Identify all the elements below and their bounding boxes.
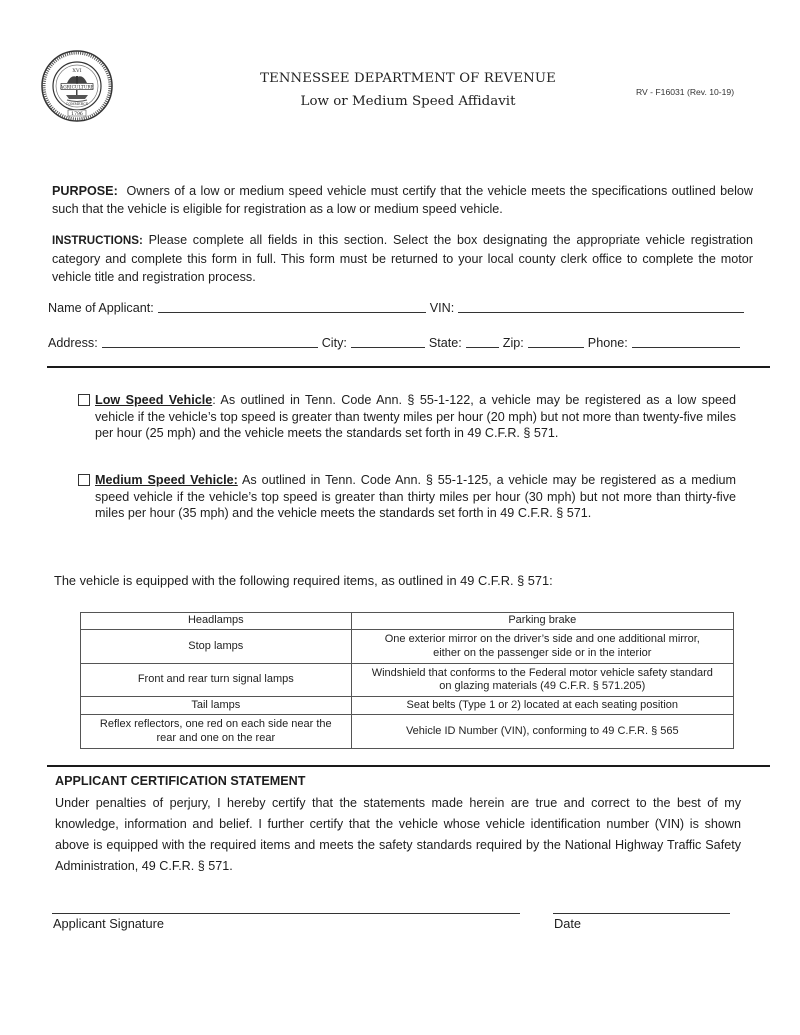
zip-label: Zip: — [502, 336, 524, 350]
section-divider — [47, 366, 770, 368]
applicant-name-field[interactable] — [158, 312, 426, 313]
phone-label: Phone: — [587, 336, 628, 350]
vin-label: VIN: — [429, 301, 455, 315]
table-cell: Vehicle ID Number (VIN), conforming to 49 C.F.R. § 565 — [351, 715, 733, 749]
zip-field[interactable] — [528, 347, 584, 348]
medium-speed-description: As outlined in Tenn. Code Ann. § 55-1-125, a vehicle may be registered as a medium speed vehicle if the vehicle’s top speed is greater than thirty miles per hour (30 mph) but not more than thirty-five miles per hour (35 mph) and the vehicle meets the standards set forth in 49 C.F.R. § 571. — [95, 473, 736, 520]
instructions-paragraph — [52, 231, 753, 286]
agency-title: TENNESSEE DEPARTMENT OF REVENUE — [260, 71, 556, 86]
address-label: Address: — [48, 336, 98, 350]
section-divider — [47, 765, 770, 767]
phone-field[interactable] — [632, 347, 740, 348]
address-row — [48, 336, 758, 350]
certification-title: APPLICANT CERTIFICATION STATEMENT — [55, 774, 306, 788]
instructions-text: Please complete all fields in this section. Select the box designating the appropriate vehicle registration category and complete this form in full. This form must be returned to your local county clerk office to complete the motor vehicle title and registration process. — [52, 233, 754, 284]
table-cell: Windshield that conforms to the Federal motor vehicle safety standard on glazing materials (49 C.F.R. § 571.205) — [351, 664, 733, 697]
applicant-signature-field[interactable] — [52, 913, 520, 914]
state-label: State: — [428, 336, 462, 350]
option-low-speed-vehicle: Low Speed Vehicle: As outlined in Tenn. Code Ann. § 55-1-122, a vehicle may be registered as a low speed vehicle if the vehicle’s top speed is greater than twenty miles per hour (20 mph) but not more than twenty-five miles per hour (25 mph) and the vehicle meets the standards set forth in 49 C.F.R. § 571. — [78, 392, 736, 442]
equipment-table — [80, 612, 734, 749]
applicant-signature-label: Applicant Signature — [53, 916, 164, 931]
certification-text: Under penalties of perjury, I hereby certify that the statements made herein are true and correct to the best of my knowledge, information and belief. I further certify that the vehicle whose vehicle identification number (VIN) is shown above is equipped with the required items and meets the safety standards required by the National Highway Traffic Safety Administration, 49 C.F.R. § 571. — [55, 796, 741, 873]
city-field[interactable] — [351, 347, 425, 348]
table-cell: Tail lamps — [81, 697, 352, 715]
low-speed-description: As outlined in Tenn. Code Ann. § 55-1-122, a vehicle may be registered as a low speed vehicle if the vehicle’s top speed is greater than twenty miles per hour (20 mph) but not more than twenty-five miles per hour (25 mph) and the vehicle meets the standards set forth in 49 C.F.R. § 571. — [95, 393, 736, 440]
low-speed-label: Low Speed Vehicle — [95, 393, 213, 407]
option-medium-speed-vehicle — [78, 472, 736, 522]
svg-text:COMMERCE: COMMERCE — [65, 102, 89, 106]
purpose-text: Owners of a low or medium speed vehicle must certify that the vehicle meets the specifications outlined below such that the vehicle is eligible for registration as a low or medium speed vehicle. — [52, 184, 754, 216]
form-number: RV - F16031 (Rev. 10-19) — [636, 87, 735, 97]
table-row — [81, 715, 734, 749]
svg-text:1796: 1796 — [71, 112, 83, 117]
table-cell: Stop lamps — [81, 630, 352, 664]
table-row — [81, 613, 734, 630]
svg-text:XVI: XVI — [72, 68, 82, 74]
table-row — [81, 630, 734, 664]
equipment-intro: The vehicle is equipped with the following required items, as outlined in 49 C.F.R. § 571: — [54, 573, 553, 588]
svg-text:AGRICULTURE: AGRICULTURE — [60, 85, 94, 91]
instructions-label: INSTRUCTIONS: — [52, 234, 143, 247]
table-cell: Parking brake — [351, 613, 733, 630]
table-row — [81, 697, 734, 715]
purpose-label: PURPOSE — [52, 184, 114, 198]
applicant-name-label: Name of Applicant: — [48, 301, 154, 315]
date-field[interactable] — [553, 913, 730, 914]
city-label: City: — [321, 336, 347, 350]
table-row — [81, 664, 734, 697]
applicant-name-vin-row — [48, 301, 758, 315]
medium-speed-checkbox[interactable] — [78, 474, 90, 486]
address-field[interactable] — [102, 347, 318, 348]
table-cell: Front and rear turn signal lamps — [81, 664, 352, 697]
table-cell: Reflex reflectors, one red on each side near the rear and one on the rear — [81, 715, 352, 749]
vin-field[interactable] — [458, 312, 744, 313]
state-field[interactable] — [466, 347, 499, 348]
low-speed-checkbox[interactable] — [78, 394, 90, 406]
table-cell: One exterior mirror on the driver’s side and one additional mirror, either on the passenger side or in the interior — [351, 630, 733, 664]
table-cell: Headlamps — [81, 613, 352, 630]
form-title: Low or Medium Speed Affidavit — [300, 94, 516, 109]
medium-speed-label: Medium Speed Vehicle: — [95, 473, 238, 487]
tennessee-seal-icon — [41, 50, 113, 122]
purpose-paragraph: PURPOSE: Owners of a low or medium speed vehicle must certify that the vehicle meets the specifications outlined below such that the vehicle is eligible for registration as a low or medium speed vehicle. — [52, 184, 754, 216]
table-cell: Seat belts (Type 1 or 2) located at each seating position — [351, 697, 733, 715]
date-label: Date — [554, 916, 582, 931]
